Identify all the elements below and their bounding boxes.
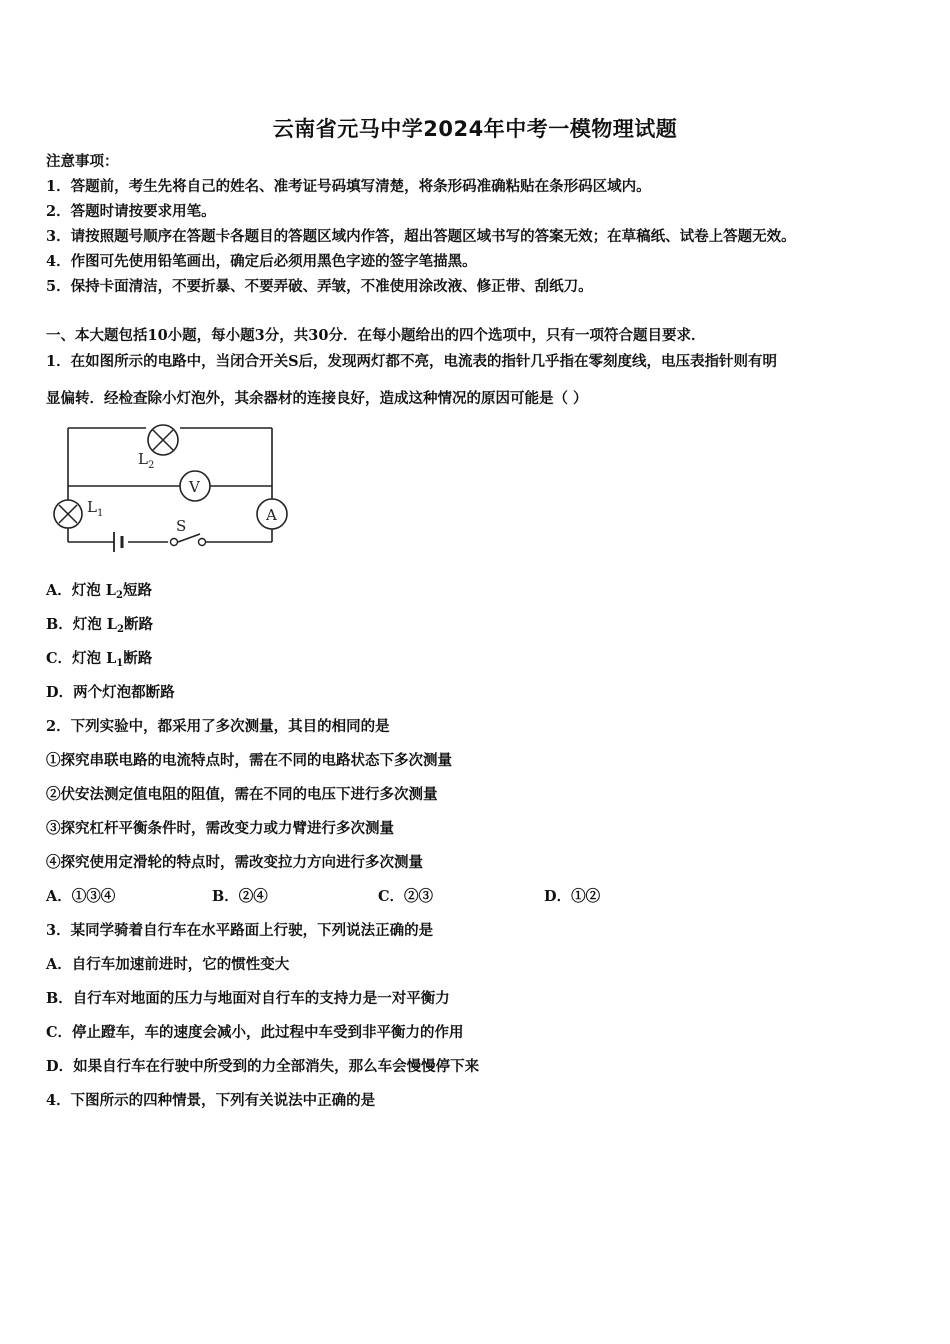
- switch-label: S: [176, 517, 187, 535]
- question-2-item: ②伏安法测定值电阻的阻值，需在不同的电压下进行多次测量: [46, 786, 438, 803]
- question-2-item: ④探究使用定滑轮的特点时，需改变拉力方向进行多次测量: [46, 854, 423, 871]
- question-2-item: ③探究杠杆平衡条件时，需改变力或力臂进行多次测量: [46, 820, 394, 837]
- question-2-item: ①探究串联电路的电流特点时，需在不同的电路状态下多次测量: [46, 752, 452, 769]
- voltmeter-label: V: [189, 478, 200, 496]
- notice-heading: 注意事项：: [46, 153, 119, 170]
- question-2-stem: 2．下列实验中，都采用了多次测量，其目的相同的是: [46, 718, 390, 735]
- label-l2-sub: 2: [148, 460, 155, 471]
- question-2-option-d: D．①②: [544, 888, 601, 905]
- notice-item: 3．请按照题号顺序在答题卡各题目的答题区域内作答，超出答题区域书写的答案无效；在草稿纸、试卷上答题无效。: [46, 228, 796, 245]
- label-l1: L: [87, 498, 97, 516]
- question-1-stem: 显偏转．经检查除小灯泡外，其余器材的连接良好，造成这种情况的原因可能是（ ）: [46, 390, 588, 407]
- switch-contact: [171, 539, 178, 546]
- label-l1-sub: 1: [97, 508, 104, 519]
- page-title: 云南省元马中学2024年中考一模物理试题: [272, 117, 678, 141]
- option-text: A．灯泡 L: [46, 582, 116, 599]
- question-1-stem: 1．在如图所示的电路中，当闭合开关S后，发现两灯都不亮，电流表的指针几乎指在零刻度线，电压表指针则有明: [46, 353, 778, 370]
- subscript: 2: [117, 624, 124, 635]
- question-3-option-c: C．停止蹬车，车的速度会减小，此过程中车受到非平衡力的作用: [46, 1024, 464, 1041]
- question-1-option-d: D．两个灯泡都断路: [46, 684, 175, 701]
- question-2-option-c: C．②③: [378, 888, 434, 905]
- question-3-option-a: A．自行车加速前进时，它的惯性变大: [46, 956, 290, 973]
- lamp-l1-icon: [54, 500, 82, 528]
- ammeter-label: A: [266, 506, 277, 524]
- notice-item: 5．保持卡面清洁，不要折暴、不要弄破、弄皱，不准使用涂改液、修正带、刮纸刀。: [46, 278, 593, 295]
- question-1-option-c: [46, 649, 152, 674]
- question-1-option-a: [46, 581, 152, 606]
- question-3-option-b: B．自行车对地面的压力与地面对自行车的支持力是一对平衡力: [46, 990, 450, 1007]
- label-l2: L: [138, 450, 148, 468]
- question-2-option-a: A．①③④: [46, 888, 116, 905]
- option-text: C．灯泡 L: [46, 650, 117, 667]
- option-text: 断路: [123, 650, 153, 667]
- question-4-stem: 4．下图所示的四种情景，下列有关说法中正确的是: [46, 1092, 376, 1109]
- section-heading: 一、本大题包括10小题，每小题3分，共30分．在每小题给出的四个选项中，只有一项符合题目要求．: [46, 327, 706, 344]
- subscript: 1: [116, 658, 124, 669]
- question-2-options: [46, 887, 600, 907]
- question-2-option-b: B．②④: [212, 888, 268, 905]
- switch-contact: [199, 539, 206, 546]
- subscript: 2: [116, 590, 123, 601]
- notice-item: 2．答题时请按要求用笔。: [46, 203, 216, 220]
- question-1-option-b: [46, 615, 153, 640]
- notice-item: 4．作图可先使用铅笔画出，确定后必须用黑色字迹的签字笔描黑。: [46, 253, 477, 270]
- notice-item: 1．答题前，考生先将自己的姓名、准考证号码填写清楚，将条形码准确粘贴在条形码区域内。: [46, 178, 651, 195]
- option-text: 短路: [122, 582, 152, 599]
- option-text: B．灯泡 L: [46, 616, 117, 633]
- lamp-l2-icon: [148, 425, 178, 455]
- circuit-diagram: [50, 418, 295, 558]
- question-3-stem: 3．某同学骑着自行车在水平路面上行驶，下列说法正确的是: [46, 922, 434, 939]
- option-text: 断路: [123, 616, 153, 633]
- question-3-option-d: D．如果自行车在行驶中所受到的力全部消失，那么车会慢慢停下来: [46, 1058, 480, 1075]
